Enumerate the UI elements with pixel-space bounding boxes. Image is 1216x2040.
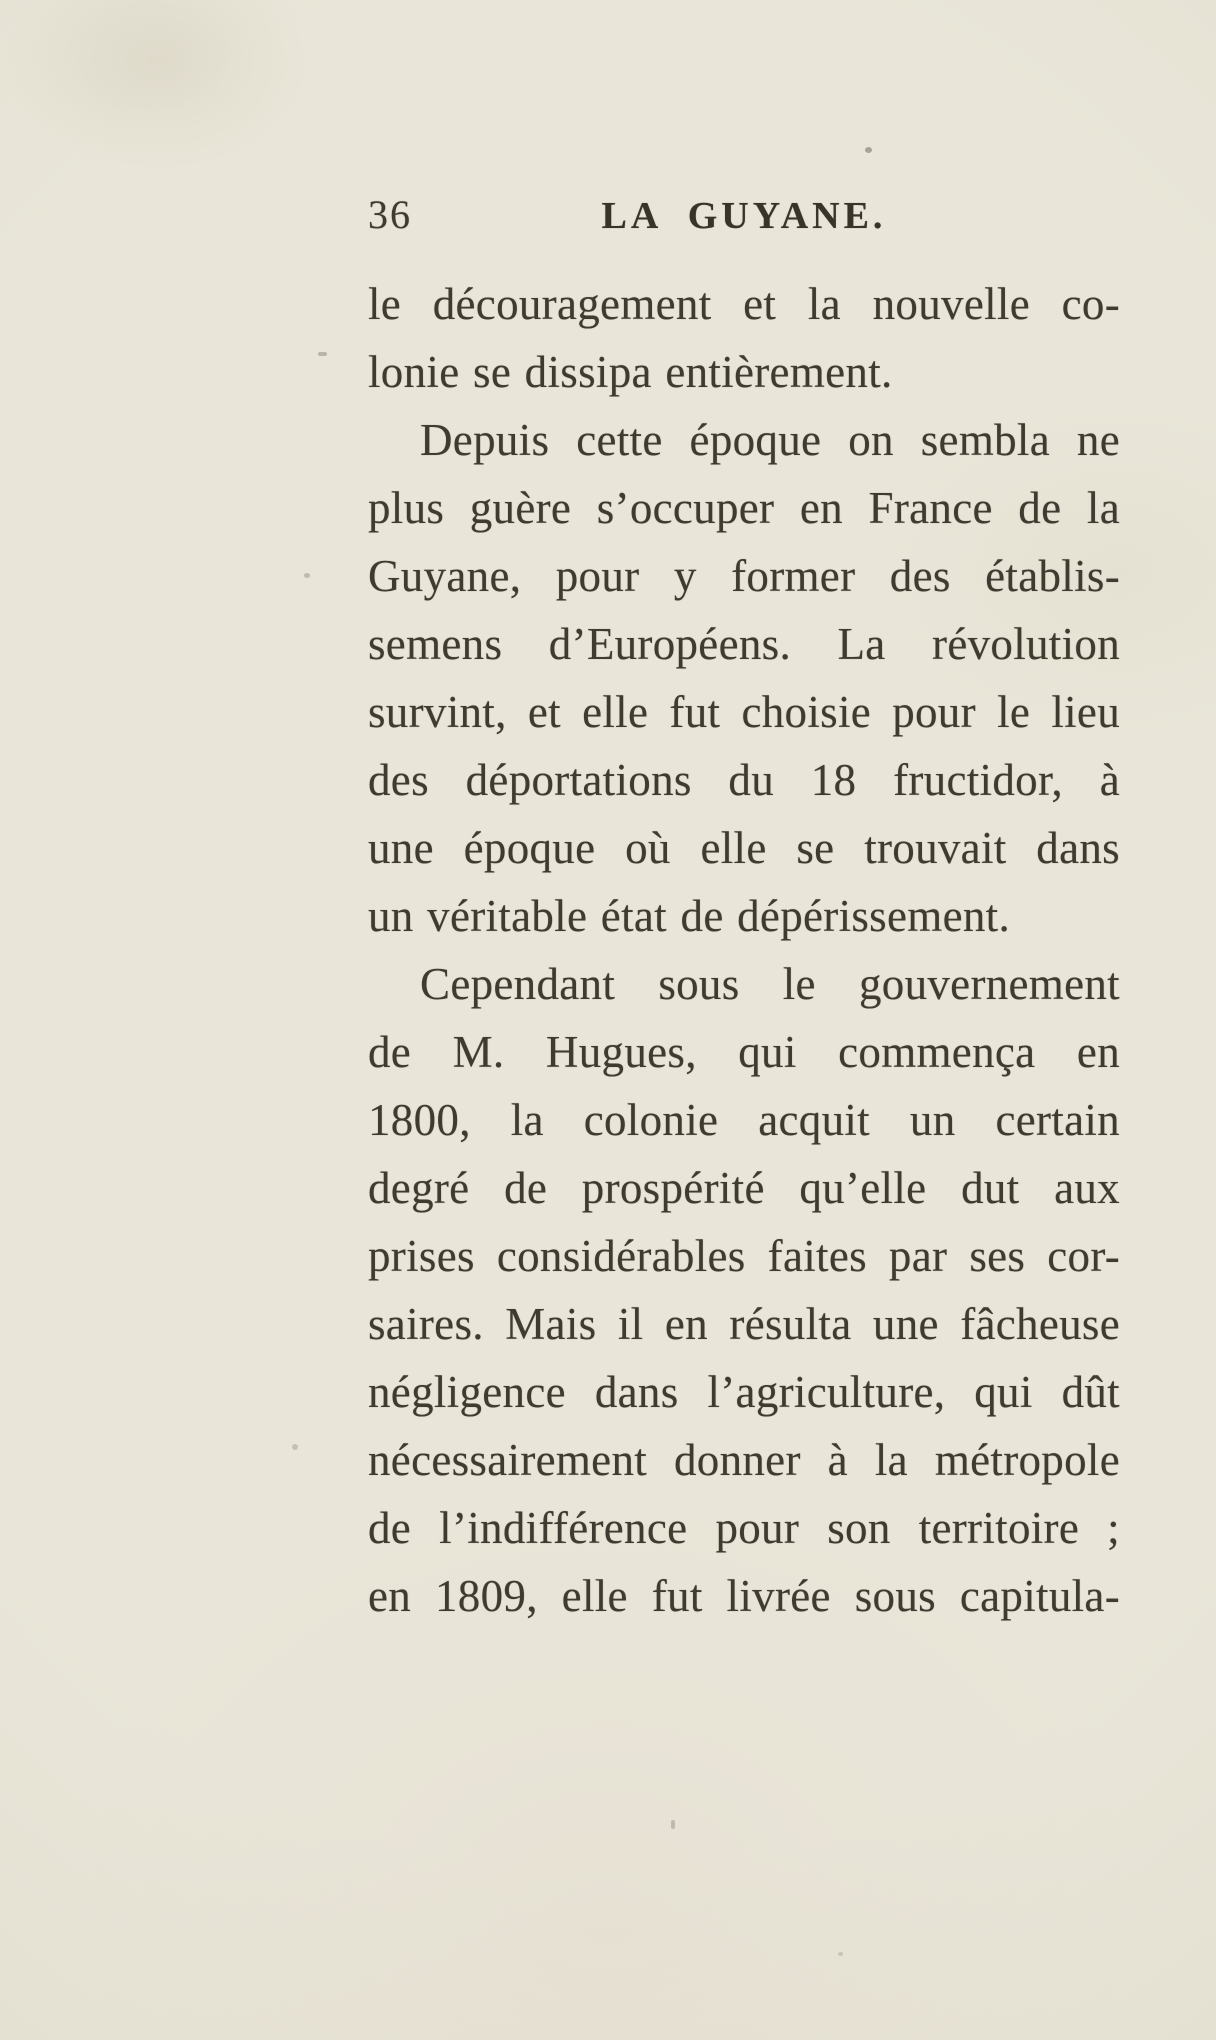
text-line: un véritable état de dépérissement.	[368, 891, 1010, 941]
text-line: Depuis cette époque on sembla ne	[420, 415, 1120, 465]
text-line: semens d’Européens. La révolution	[368, 619, 1120, 669]
text-line: saires. Mais il en résulta une fâcheuse	[368, 1299, 1120, 1349]
text-line: le découragement et la nouvelle co-	[368, 279, 1120, 329]
scan-speck	[292, 1444, 298, 1450]
text-line: en 1809, elle fut livrée sous capitula-	[368, 1571, 1120, 1621]
text-line: 1800, la colonie acquit un certain	[368, 1095, 1120, 1145]
page-number: 36	[368, 192, 412, 237]
text-line: plus guère s’occuper en France de la	[368, 483, 1120, 533]
text-line: Guyane, pour y former des établis-	[368, 551, 1120, 601]
text-line: de l’indifférence pour son territoire ;	[368, 1503, 1120, 1553]
text-line: survint, et elle fut choisie pour le lieu	[368, 687, 1120, 737]
text-line: de M. Hugues, qui commença en	[368, 1027, 1120, 1077]
text-line: prises considérables faites par ses cor-	[368, 1231, 1120, 1281]
scan-speck	[865, 147, 872, 153]
running-title: LA GUYANE.	[601, 195, 887, 237]
page-header	[368, 190, 1120, 240]
text-line: lonie se dissipa entièrement.	[368, 347, 893, 397]
text-block	[368, 270, 1120, 1630]
scan-speck	[304, 573, 310, 578]
text-line: degré de prospérité qu’elle dut aux	[368, 1163, 1120, 1213]
scan-speck	[838, 1952, 843, 1956]
text-line: nécessairement donner à la métropole	[368, 1435, 1120, 1485]
text-line: une époque où elle se trouvait dans	[368, 823, 1120, 873]
text-line: Cependant sous le gouvernement	[420, 959, 1120, 1009]
text-line: négligence dans l’agriculture, qui dût	[368, 1367, 1120, 1417]
scan-speck	[318, 352, 327, 356]
text-line: des déportations du 18 fructidor, à	[368, 755, 1120, 805]
scan-speck	[671, 1820, 675, 1829]
